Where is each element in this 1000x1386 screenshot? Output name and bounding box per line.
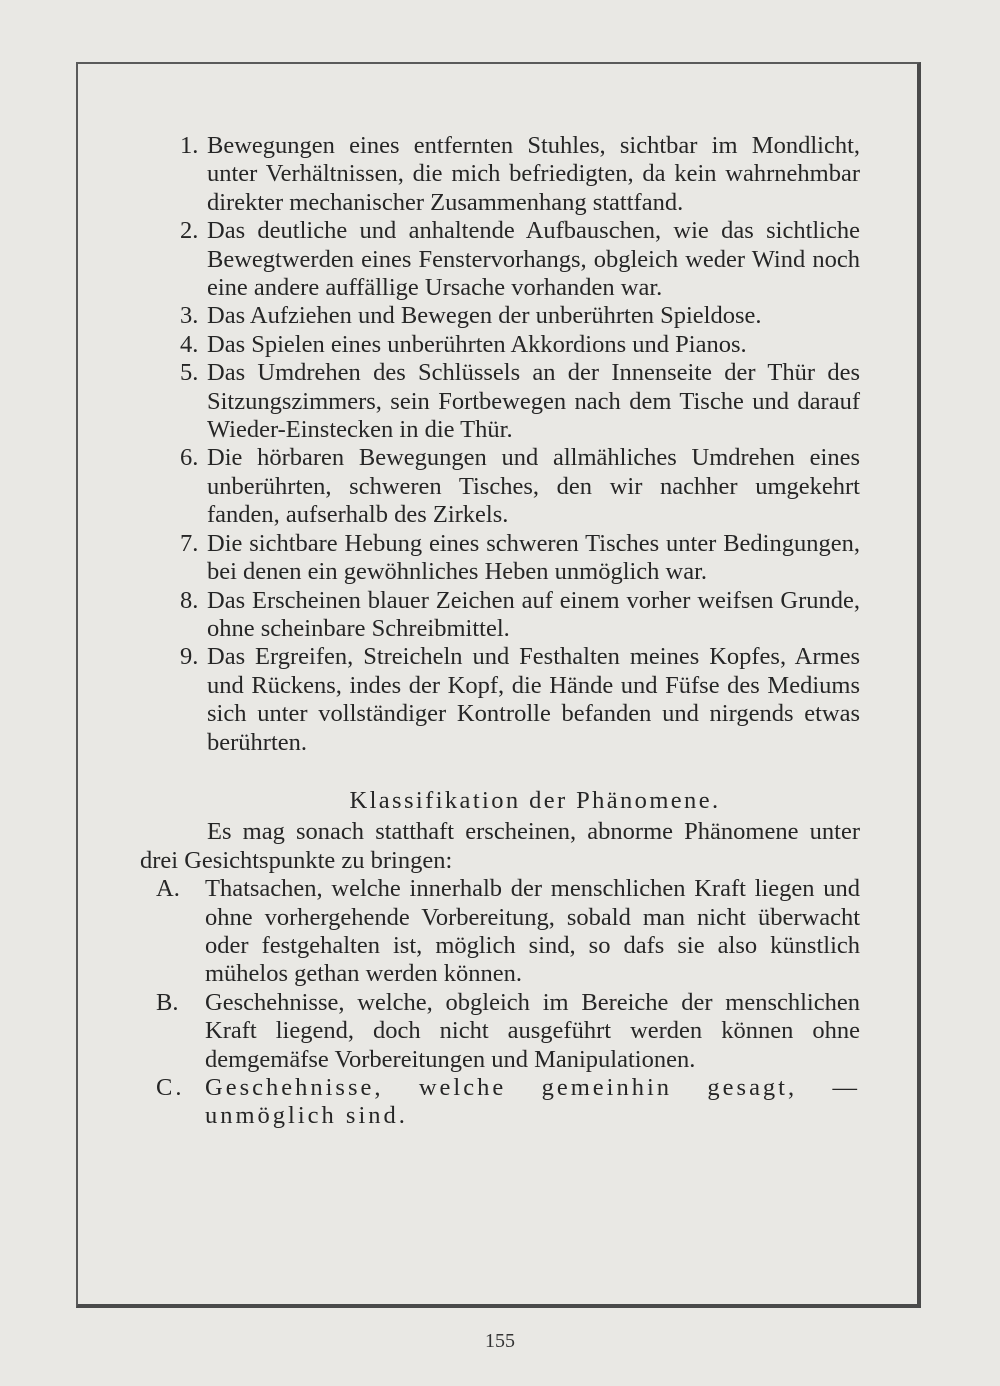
section-heading: Klassifikation der Phänomene. bbox=[349, 786, 721, 814]
category-c bbox=[140, 1074, 860, 1131]
list-text: Bewegungen eines entfernten Stuhles, sichtbar im Mondlicht, unter Verhältnissen, die mich befriedigten, da kein wahrnehmbar direkter mechanischer Zusammenhang stattfand. bbox=[207, 132, 860, 216]
list-text: Das Ergreifen, Streicheln und Festhalten meines Kopfes, Armes und Rückens, indes der Kopf, die Hände und Füfse des Mediums sich unter vollständiger Kontrolle befanden und nirgends etwas berührten. bbox=[207, 643, 860, 756]
category-letter: B. bbox=[156, 988, 179, 1016]
list-text: Die hörbaren Bewegungen und allmähliches Umdrehen eines unberührten, schweren Tisches, den wir nachher umgekehrt fanden, aufserhalb des Zirkels. bbox=[207, 444, 860, 529]
list-text: Das Aufziehen und Bewegen der unberührten Spieldose. bbox=[207, 302, 762, 330]
list-number: 3. bbox=[180, 302, 199, 330]
list-text: Das Spielen eines unberührten Akkordions und Pianos. bbox=[207, 330, 747, 358]
list-item-6 bbox=[140, 444, 860, 529]
list-number: 4. bbox=[180, 330, 199, 358]
list-number: 6. bbox=[180, 444, 199, 472]
list-item-3 bbox=[140, 302, 860, 330]
list-item-9 bbox=[140, 643, 860, 757]
list-text: Die sichtbare Hebung eines schweren Tisches unter Bedingungen, bei denen ein gewöhnliches Heben unmöglich war. bbox=[207, 529, 860, 586]
category-letter: A. bbox=[156, 875, 180, 903]
list-text: Das Erscheinen blauer Zeichen auf einem vorher weifsen Grunde, ohne scheinbare Schreibmittel. bbox=[207, 586, 860, 642]
list-number: 2. bbox=[180, 217, 199, 245]
list-item-8 bbox=[140, 587, 860, 644]
category-b bbox=[140, 989, 860, 1074]
list-number: 9. bbox=[180, 643, 199, 671]
category-letter: C. bbox=[156, 1074, 185, 1101]
list-item-7 bbox=[140, 530, 860, 587]
list-number: 8. bbox=[180, 586, 199, 614]
category-text: Geschehnisse, welche gemeinhin gesagt, — unmöglich sind. bbox=[205, 1074, 860, 1130]
list-number: 1. bbox=[180, 132, 199, 159]
page-number: 155 bbox=[485, 1330, 515, 1352]
list-item-2 bbox=[140, 217, 860, 302]
list-item-4 bbox=[140, 331, 860, 359]
page-content bbox=[140, 132, 860, 1131]
list-item-5 bbox=[140, 359, 860, 444]
category-a bbox=[140, 875, 860, 989]
list-item-1 bbox=[140, 132, 860, 217]
list-number: 7. bbox=[180, 529, 199, 557]
category-text: Thatsachen, welche innerhalb der menschlichen Kraft liegen und ohne vorhergehende Vorbereitung, sobald man nicht überwacht oder festgehalten ist, möglich sind, so dafs sie also künstlich mühelos gethan werden können. bbox=[205, 875, 860, 988]
list-text: Das deutliche und anhaltende Aufbauschen, wie das sichtliche Bewegtwerden eines Fenstervorhangs, obgleich weder Wind noch eine andere auffällige Ursache vorhanden war. bbox=[207, 217, 860, 302]
list-text: Das Umdrehen des Schlüssels an der Innenseite der Thür des Sitzungszimmers, sein Fortbewegen nach dem Tische und darauf Wieder-Einstecken in die Thür. bbox=[207, 359, 860, 444]
list-number: 5. bbox=[180, 359, 199, 387]
intro-paragraph: Es mag sonach statthaft erscheinen, abnorme Phänomene unter drei Gesichtspunkte zu bringen: bbox=[140, 818, 860, 874]
category-text: Geschehnisse, welche, obgleich im Bereiche der menschlichen Kraft liegend, doch nicht ausgeführt werden können ohne demgemäfse Vorbereitungen und Manipulationen. bbox=[205, 988, 860, 1073]
